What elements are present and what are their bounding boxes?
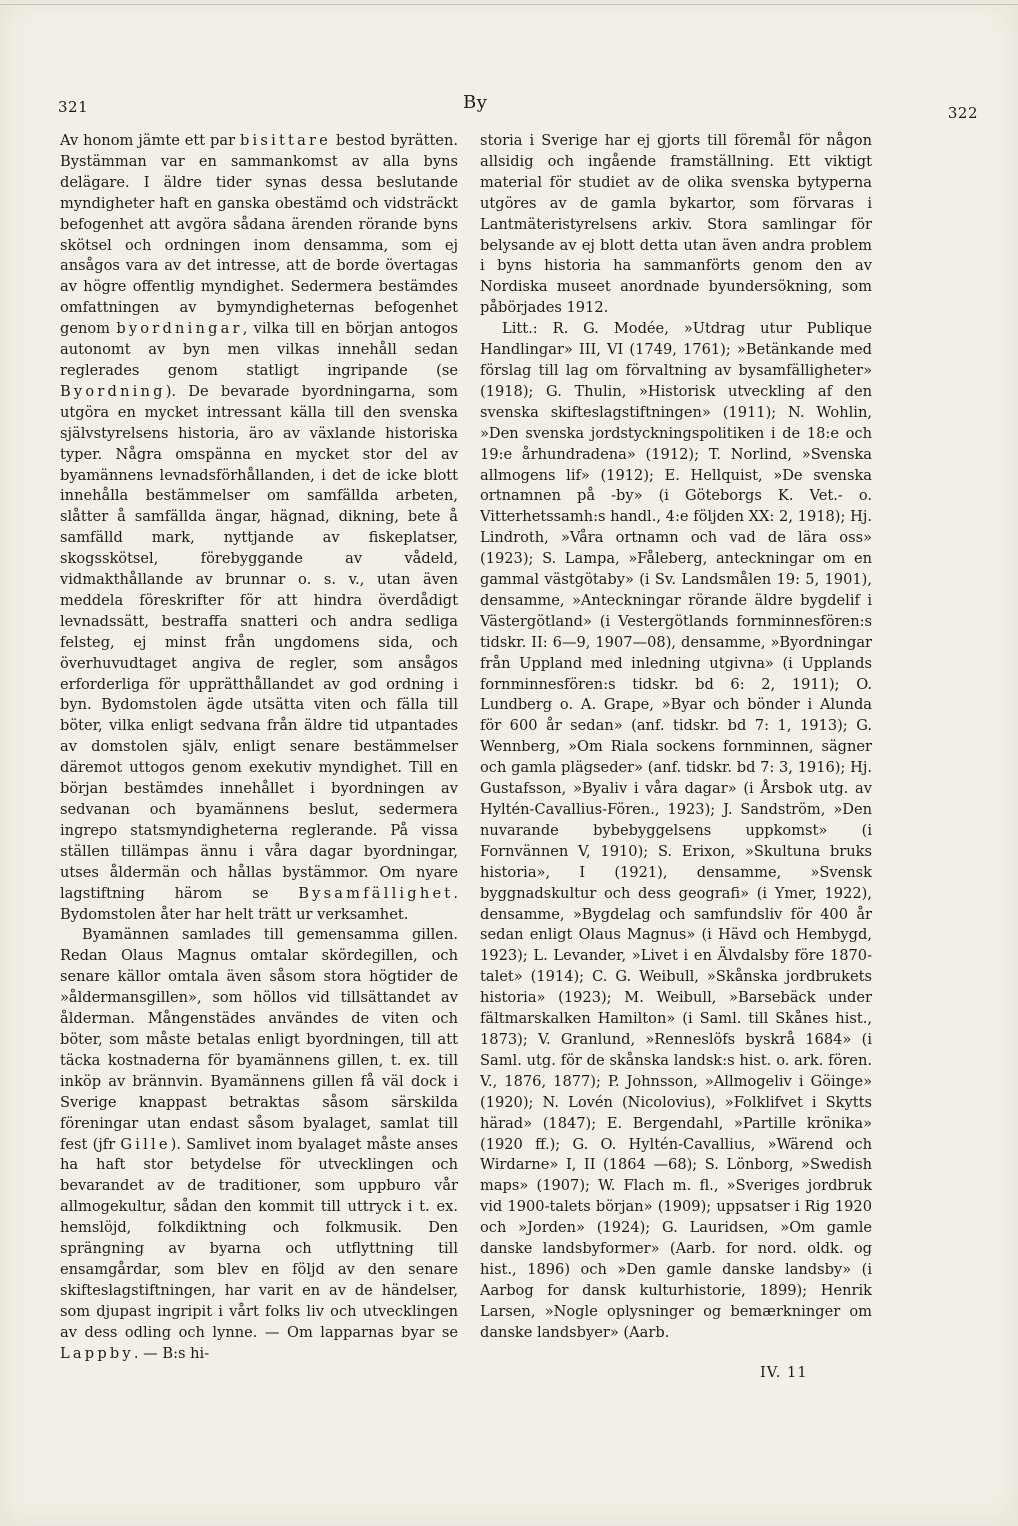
cross-ref-bysamfallighet: Bysamfällighet bbox=[298, 884, 454, 902]
text-run: ). Samlivet inom byalaget måste anses ha haft stor betydelse för utvecklingen och bevarandet av de traditioner, som uppburo vår allmogekultur, sådan den kommit till uttryck i t. ex. hemslöjd, folkdiktning och folkmusik. Den sprängning av byarna och utflyttning till ensamgårdar, som blev en följd av den senare skifteslagstiftningen, har varit en av de händelser, som djupast ingripit i vårt folks liv och utvecklingen av dess odling och lynne. — Om lapparnas byar se bbox=[60, 1135, 458, 1341]
running-head: By bbox=[463, 92, 488, 113]
right-column bbox=[480, 131, 872, 1344]
text-run: . — B:s hi- bbox=[133, 1344, 210, 1362]
cross-ref-byordning: Byordning bbox=[60, 382, 166, 400]
spaced-term-bisittare: bisittare bbox=[240, 132, 332, 149]
text-run: , vilka till en början antogos autonomt av byn men vilkas innehåll sedan reglerades genom statligt ingripande (se bbox=[60, 320, 458, 379]
literature-paragraph: Litt.: R. G. Modée, »Utdrag utur Publique Handlingar» III, VI (1749, 1761); »Betänkande med förslag till lag om förvaltning av bysamfälligheter» (1918); G. Thulin, »Historisk utveckling af den svenska skifteslagstiftningen» (1911); N. Wohlin, »Den svenska jordstyckningspolitiken i de 18:e och 19:e århundradena» (1912); T. Norlind, »Svenska allmogens lif» (1912); E. Hellquist, »De svenska ortnamnen på -by» (i Göteborgs K. Vet.- o. Vitterhetssamh:s handl., 4:e följden XX: 2, 1918); Hj. Lindroth, »Våra ortnamn och vad de lära oss» (1923); S. Lampa, »Fåleberg, anteckningar om en gammal västgötaby» (i Sv. Landsmålen 19: 5, 1901), densamme, »Anteckningar rörande äldre bygdelif i Västergötland» (i Vestergötlands fornminnesfören:s tidskr. II: 6—9, 1907—08), densamme, »Byordningar från Uppland med inledning utgivna» (i Upplands fornminnesfören:s tidskr. bd 6: 2, 1911); O. Lundberg o. A. Grape, »Byar och bönder i Alunda för 600 år sedan» (anf. tidskr. bd 7: 1, 1913); G. Wennberg, »Om Riala sockens fornminnen, sägner och gamla plägseder» (anf. tidskr. bd 7: 3, 1916); Hj. Gustafsson, »Byaliv i våra dagar» (i Årsbok utg. av Hyltén-Cavallius-Fören., 1923); J. Sandström, »Den nuvarande bybebyggelsens uppkomst» (i Fornvännen V, 1910); S. Erixon, »Skultuna bruks historia», I (1921), densamme, »Svensk byggnadskultur och dess geografi» (i Ymer, 1922), densamme, »Bygdelag och samfundsliv för 400 år sedan enligt Olaus Magnus» (i Hävd och Hembygd, 1923); L. Levander, »Livet i en Älvdalsby före 1870-talet» (1914); C. G. Weibull, »Skånska jordbrukets historia» (1923); M. Weibull, »Barsebäck under fältmarskalken Hamilton» (i Saml. till Skånes hist., 1873); V. Granlund, »Renneslöfs byskrå 1684» (i Saml. utg. för de skånska landsk:s hist. o. ark. fören. V., 1876, 1877); P. Johnsson, »Allmogeliv i Göinge» (1920); N. Lovén (Nicolovius), »Folklifvet i Skytts härad» (1847); E. Bergendahl, »Partille krönika» (1920 ff.); G. O. Hyltén-Cavallius, »Wärend och Wirdarne» I, II (1864 —68); S. Lönborg, »Swedish maps» (1907); W. Flach m. fl., »Sveriges jordbruk vid 1900-talets början» (1909); uppsatser i Rig 1920 och »Jorden» (1924); G. Lauridsen, »Om gamle danske landsbyformer» (Aarb. for nord. oldk. og hist., 1896) och »Den gamle danske landsby» (i Aarbog for dansk kulturhistorie, 1899); Henrik Larsen, »Nogle oplysninger og bemærkninger om danske landsbyer» (Aarb. bbox=[480, 320, 872, 1341]
cross-ref-gille: Gille bbox=[120, 1135, 171, 1153]
text-run: bestod byrätten. Bystämman var en sammankomst av alla byns delägare. I äldre tider synas dessa beslutande myndigheter haft en ganska obestämd och vidsträckt befogenhet att avgöra sådana ärenden rörande byns skötsel och ordningen inom densamma, som ej ansågos vara av det intresse, att de borde övertagas av högre offentlig myndighet. Sedermera bestämdes omfattningen av bymyndigheternas befogenhet genom bbox=[60, 132, 459, 338]
text-run: Byamännen samlades till gemensamma gillen. Redan Olaus Magnus omtalar skördegillen, och senare källor omtala även såsom stora högtider de »åldermansgillen», som höllos vid tillsättandet av ålderman. Mångenstädes användes de viten och böter, som måste betalas enligt byordningen, till att täcka kostnaderna för byamännens gillen, t. ex. till inköp av brännvin. Byamännens gillen få väl dock i Sverige knappast betraktas såsom särskilda föreningar utan endast såsom byalaget, samlat till fest (jfr bbox=[60, 926, 458, 1153]
page-header bbox=[58, 92, 978, 132]
page-number-left: 321 bbox=[58, 98, 89, 116]
text-run: ). De bevarade byordningarna, som utgöra en mycket intressant källa till den svenska självstyrelsens historia, äro av växlande historiska typer. Några omspänna en mycket stor del av byamännens levnadsförhållanden, i det de icke blott innehålla bestämmelser om samfällda arbeten, slåtter å samfällda ängar, hägnad, dikning, bete å samfälld mark, nyttjande av fiskeplatser, skogsskötsel, förebyggande av vådeld, vidmakthållande av brunnar o. s. v., utan även meddela föreskrifter för att hindra överdådigt levnadssätt, bestraffa snatteri och andra sedliga felsteg, ej minst från ungdomens sida, och överhuvudtaget angiva de regler, som ansågos erforderliga för upprätthållandet av god ordning i byn. Bydomstolen ägde utsätta viten och fälla till böter, vilka enligt sedvana från äldre tid utpantades av domstolen själv, enligt senare bestämmelser däremot uttogos genom exekutiv myndighet. Till en början bestämdes innehållet i byordningen av sedvanan och byamännens beslut, sedermera ingrepo statsmyndigheterna reglerande. På vissa ställen tillämpas ännu i våra dagar byordningar, utses åldermän och hållas bystämmor. Om nyare lagstiftning härom se bbox=[60, 382, 458, 902]
text-run: . Bydomstolen åter har helt trätt ur verksamhet. bbox=[60, 884, 458, 923]
top-rule bbox=[0, 4, 1018, 5]
left-paragraph-2 bbox=[60, 925, 458, 1364]
text-run: Av honom jämte ett par bbox=[60, 132, 240, 149]
cross-ref-lappby: Lappby bbox=[60, 1344, 134, 1362]
page-number-right: 322 bbox=[947, 104, 978, 122]
left-paragraph-1 bbox=[60, 131, 458, 925]
right-paragraph-1: storia i Sverige har ej gjorts till föremål för någon allsidig och ingående framställning. Ett viktigt material för studiet av de olika svenska bytyperna utgöres av de gamla bykartor, som förvaras i Lantmäteristyrelsens arkiv. Stora samlingar för belysande av ej blott detta utan även andra problem i byns historia ha sammanförts genom den av Nordiska museet anordnade byundersökning, som påbörjades 1912. bbox=[480, 132, 872, 317]
left-column bbox=[60, 131, 458, 1364]
signature-mark: IV. 11 bbox=[760, 1364, 808, 1381]
spaced-term-byordningar: byordningar bbox=[116, 320, 243, 338]
